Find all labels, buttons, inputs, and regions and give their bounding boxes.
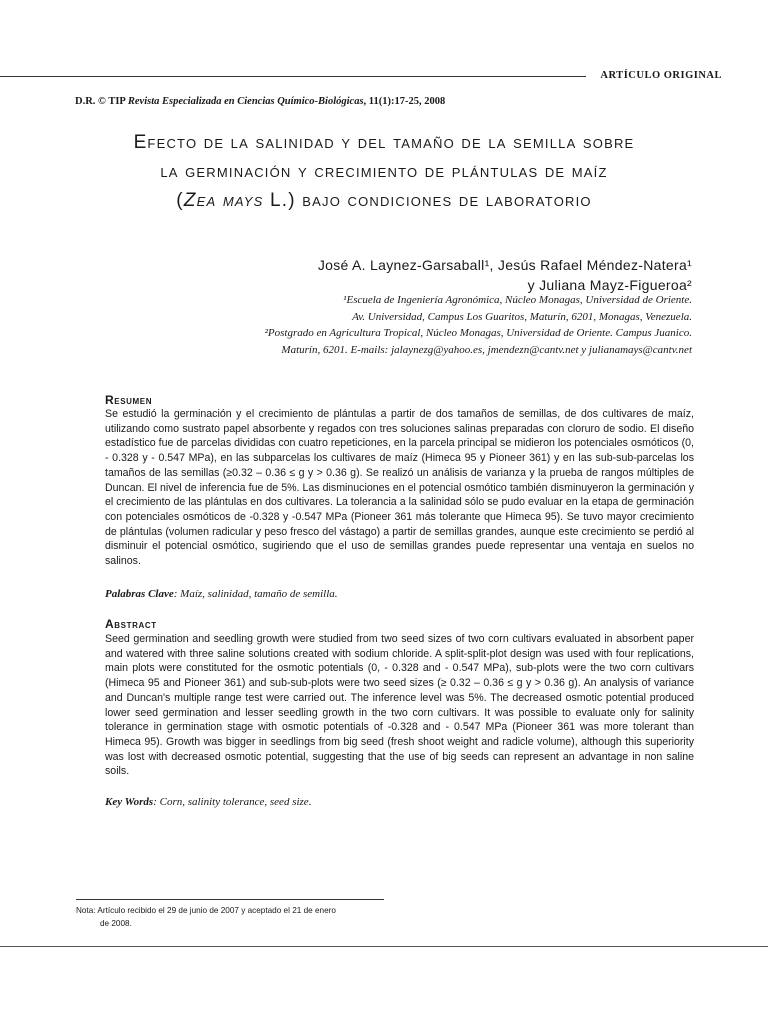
- footnote-line-2: de 2008.: [100, 918, 132, 928]
- journal-citation: [75, 96, 445, 107]
- footnote-line-1: Nota: Artículo recibido el 29 de junio de 2007 y aceptado el 21 de enero: [76, 906, 336, 915]
- author-list: [318, 255, 692, 295]
- resumen-heading: Resumen: [105, 393, 153, 407]
- journal-name: Revista Especializada en Ciencias Químico-Biológicas: [127, 96, 364, 107]
- authors-line-2: y Juliana Mayz-Figueroa²: [527, 277, 692, 293]
- journal-volume: , 11(1):17-25, 2008: [363, 96, 446, 107]
- footnote-rule: [76, 899, 384, 900]
- keywords-text: : Corn, salinity tolerance, seed size.: [153, 796, 312, 808]
- affiliation-line: Av. Universidad, Campus Los Guaritos, Maturín, 6201, Monagas, Venezuela.: [352, 310, 692, 323]
- header-rule: [0, 76, 586, 77]
- title-line-3-rest: L.) bajo condiciones de laboratorio: [263, 190, 592, 211]
- affiliations: [265, 292, 692, 358]
- title-line-2: la germinación y crecimiento de plántulas de maíz: [160, 161, 608, 182]
- title-paren: (: [176, 190, 184, 211]
- keywords-text: : Maíz, salinidad, tamaño de semilla.: [173, 588, 338, 600]
- section-label: ARTÍCULO ORIGINAL: [600, 70, 722, 81]
- title-line-3: [0, 186, 768, 215]
- affiliation-line: ²Postgrado en Agricultura Tropical, Núcleo Monagas, Universidad de Oriente. Campus Juanico.: [264, 327, 692, 339]
- title-line-1: Efecto de la salinidad y del tamaño de la semilla sobre: [133, 132, 635, 153]
- abstract-body: Seed germination and seedling growth were studied from two seed sizes of two corn cultivars evaluated in absorbent paper and watered with three saline solutions created with sodium chloride. A split-split-plot design was used with four replications, main plots were constituted for the osmotic potentials (0, - 0.328 and - 0.547 MPa), sub-plots were the two corn cultivars (Himeca 95 and Pioneer 361) and sub-sub-plots were two seed sizes (≥ 0.32 – 0.36 ≤ g y > 0.36 g). An analysis of variance and Duncan's multiple range test were carried out. The inference level was 5%. The decreased osmotic potential produced lower seed germination and lesser seedling growth in the two corn cultivars. It was possible to evaluate only for salinity tolerance in germination stage with osmotic potentials of -0.328 and - 0.547 MPa (Pioneer 361 was more tolerant than Himeca 95). Growth was bigger in seedlings from big seed (fresh shoot weight and radicle volume), although this superiority was lost with decreased osmotic potential, suggesting that the use of big seeds can represent an advantage in non saline soils.: [105, 633, 694, 778]
- species-name: Zea mays: [183, 190, 264, 211]
- abstract-heading: Abstract: [105, 617, 157, 631]
- keywords-label: Palabras Clave: [105, 588, 174, 600]
- authors-line-1: José A. Laynez-Garsaball¹, Jesús Rafael Méndez-Natera¹: [317, 257, 692, 273]
- footnote: [76, 905, 396, 930]
- palabras-clave: [105, 588, 338, 600]
- page-bottom-rule: [0, 946, 768, 947]
- resumen-body: Se estudió la germinación y el crecimiento de plántulas a partir de dos tamaños de semillas, de dos cultivares de maíz, utilizando como sustrato papel absorbente y regados con tres soluciones salinas preparadas con cloruro de sodio. El diseño estadístico fue de parcelas divididas con cuatro repeticiones, en la parcela principal se midieron los potenciales osmóticos (0, - 0.328 y - 0.547 MPa), en las subparcelas los cultivares de maíz (Himeca 95 y Pioneer 361) y en las sub-sub-parcelas los tamaños de las semillas (≥0.32 – 0.36 ≤ g y > 0.36 g). Se realizó un análisis de varianza y la prueba de rangos múltiples de Duncan. El nivel de inferencia fue de 5%. Las disminuciones en el potencial osmótico también disminuyeron la germinación y el crecimiento de las plántulas en dos cultivares. La tolerancia a la salinidad sólo se pudo evaluar en la etapa de germinación con potenciales osmóticos de -0.328 y -0.547 MPa (Pioneer 361 más tolerante que Himeca 95). Se tuvo mayor crecimiento de plántulas (volumen radicular y peso fresco del vástago) a partir de semillas grandes, aunque este crecimiento se perdió al disminuir el potencial osmótico, sugiriendo que el uso de semillas grandes puede representar una ventaja en suelos no salinos.: [105, 408, 694, 568]
- key-words: [105, 796, 311, 808]
- article-title: [0, 128, 768, 215]
- keywords-label: Key Words: [105, 796, 154, 808]
- journal-prefix: D.R. © TIP: [75, 96, 128, 107]
- affiliation-line: Maturín, 6201. E-mails: jalaynezg@yahoo.es, jmendezn@cantv.net y julianamays@cantv.net: [281, 343, 692, 356]
- affiliation-line: ¹Escuela de Ingeniería Agronómica, Núcleo Monagas, Universidad de Oriente.: [343, 294, 692, 306]
